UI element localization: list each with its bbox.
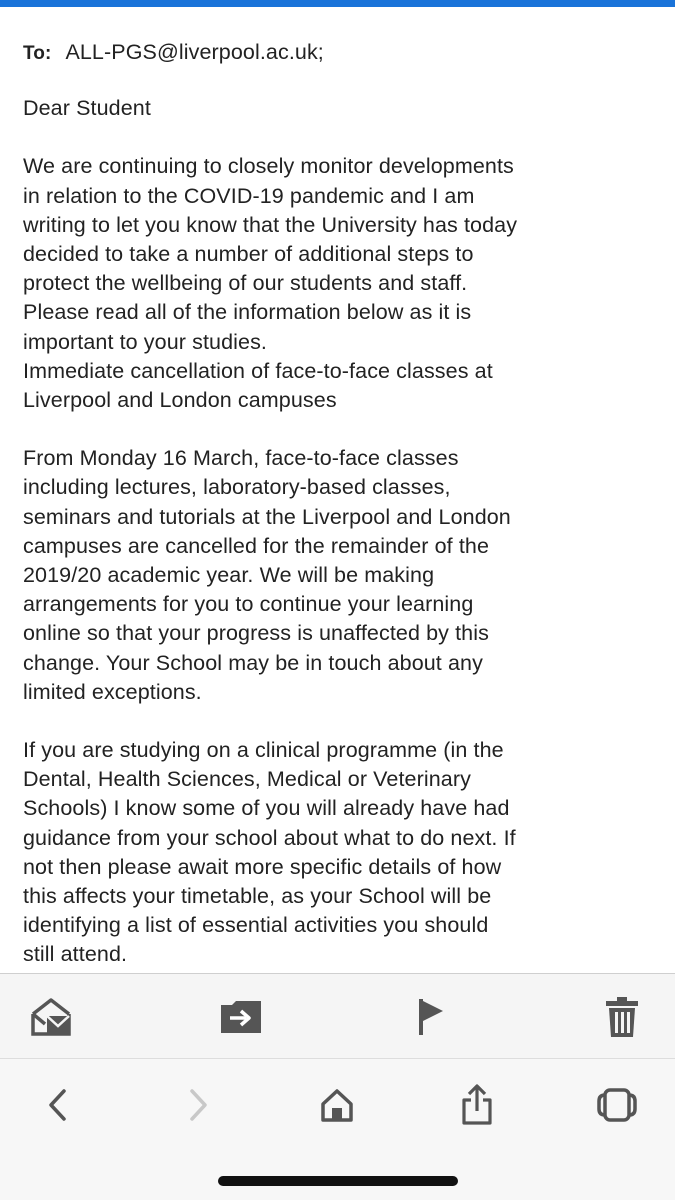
home-icon bbox=[319, 1087, 355, 1123]
flag-button[interactable] bbox=[408, 994, 454, 1040]
mark-read-button[interactable] bbox=[28, 994, 74, 1040]
forward-button[interactable] bbox=[174, 1081, 222, 1129]
back-icon bbox=[46, 1087, 70, 1123]
flag-icon bbox=[416, 997, 446, 1037]
delete-button[interactable] bbox=[599, 994, 645, 1040]
greeting: Dear Student bbox=[23, 96, 151, 121]
paragraph-1: We are continuing to closely monitor developments in relation to the COVID-19 pandemic and I am writing to let you know that the University has today decided to take a number of additional steps to protect the wellbeing of our students and staff. Please read all of the information below as it is important to your studies. Immediate cancellation of face-to-face classes at Liverpool and London campuses bbox=[23, 154, 518, 413]
top-accent-bar bbox=[0, 0, 675, 7]
tabs-button[interactable] bbox=[593, 1081, 641, 1129]
paragraph-3: If you are studying on a clinical programme (in the Dental, Health Sciences, Medical or Veterinary Schools) I know some of you will already have had guidance from your school about what to do next. If not then please await more specific details of how this affects your timetable, as your School will be identifying a list of essential activities you should still attend. bbox=[23, 738, 516, 967]
share-icon bbox=[459, 1084, 495, 1126]
to-label: To: bbox=[23, 43, 52, 64]
back-button[interactable] bbox=[34, 1081, 82, 1129]
tabs-icon bbox=[597, 1087, 637, 1123]
recipient-address[interactable]: ALL-PGS@liverpool.ac.uk; bbox=[65, 40, 324, 64]
move-button[interactable] bbox=[218, 994, 264, 1040]
home-button[interactable] bbox=[313, 1081, 361, 1129]
paragraph-2: From Monday 16 March, face-to-face classes including lectures, laboratory-based classes, seminars and tutorials at the Liverpool and London campuses are cancelled for the remainder of the 2019/20 academic year. We will be making arrangements for you to continue your learning online so that your progress is unaffected by this change. Your School may be in touch about any limited exceptions. bbox=[23, 446, 511, 704]
trash-icon bbox=[605, 996, 639, 1038]
home-indicator[interactable] bbox=[218, 1176, 458, 1186]
email-body bbox=[23, 38, 643, 970]
mark-read-icon bbox=[29, 996, 73, 1038]
share-button[interactable] bbox=[453, 1081, 501, 1129]
move-folder-icon bbox=[218, 999, 264, 1035]
recipient-line bbox=[23, 38, 643, 68]
forward-icon bbox=[186, 1087, 210, 1123]
mail-action-toolbar bbox=[0, 974, 675, 1058]
